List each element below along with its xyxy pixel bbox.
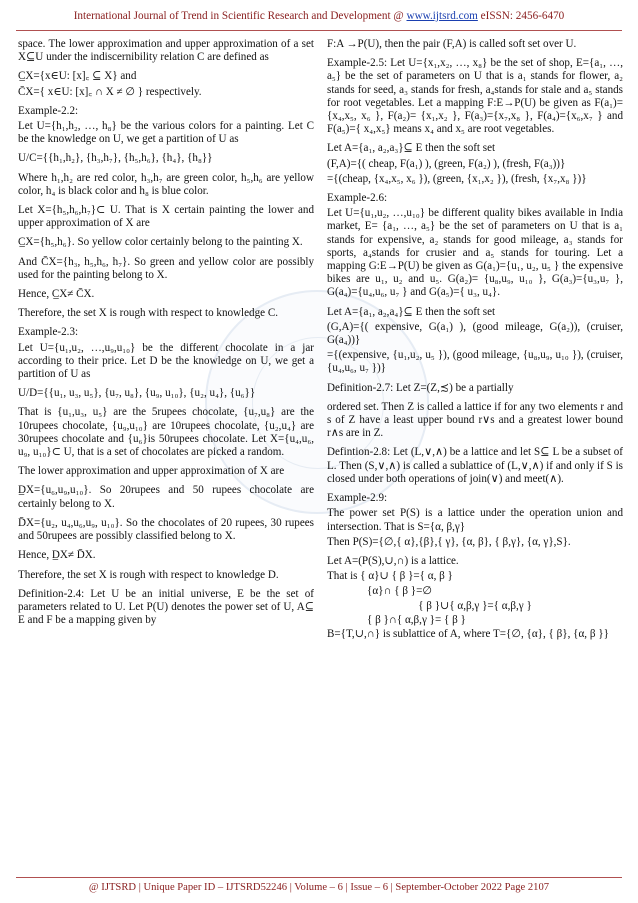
definition-paragraph: Definition-2.4: Let U be an initial universe, E be the set of parameters related to U. Let P(U) denotes the power set of U, A⊆ E and F be a mapping given by [18,587,314,627]
paragraph: Let X={h₅,h₆,h₇}⊂ U. That is X certain painting the lower and upper approximation of X are [18,204,314,230]
journal-name: International Journal of Trend in Scientific Research and Development @ [73,10,404,22]
paragraph: Where h₁,h₂ are red color, h₃,h₇ are green color, h₅,h₆ are yellow color, h₄ is black color and h₈ is blue color. [18,171,314,197]
paragraph: That is {u₁,u₃, u₅} are the 5rupees chocolate, {u₇,u₈} are the 10rupees chocolate, {u₉,u₁₀} are 10rupees chocolate, {u₂,u₄} are 30rupees chocolate and {u₆}is 50rupees chocolate. Let X={u₄,u₆, u₉, u₁₀}⊂ U, that is a set of chocolates are picked a random. [18,406,314,459]
paragraph: D̲X={u₆,u₉,u₁₀}. So 20rupees and 50 rupees chocolate are certainly belong to X. [18,484,314,510]
set-operation: { β }∪{ α,β,γ }={ α,β,γ } [418,599,532,612]
definition-paragraph: Definition-2.7: Let Z=(Z,≾) be a partially [327,381,514,394]
paragraph: D̄X={u₂, u₄,u₆,u₉, u₁₀}. So the chocolates of 20 rupees, 30 rupees and 50rupees are possibly classified belong to X. [18,516,314,543]
paragraph: Let U={u₁,u₂, …,u₁₀} be different quality bikes available in India market, E= {a₁, …, a₅} be the set of parameters on U that is a₁ stands for expensive, a₂ stands for good mileage, a₃ stands for sports, a₄stands for crusier and a₅ stands for touring. Let a mapping G:E→P(U) be given as G(a₁)={u₁, u₂, u₅ } the expensive bikes are u₁, u₂ and u₅. G(a₂)= {u₈,u₉, u₁₀ }, G(a₃)={u₃,u₇ }, G(a₄)={u₄,u₆, u₇ } and G(a₅)={ u₃, u₄}. [327,207,623,299]
paragraph: Let A=(P(S),∪,∩) is a lattice. [327,554,459,567]
footer-divider [16,877,622,878]
example-paragraph: Example-2.5: Let U={x₁,x₂, …, x₈} be the set of shop, E={a₁, …, a₅} be the set of parameters on U that is a₁ stands for flower, a₂ stands for seed, a₃ stands for fresh, a₄stands for stale and a₅ stands for root vegetables. Let a mapping F:E→P(U) be given as F(a₁)={x₄,x₅, x₆ }, F(a₂)= {x₁,x₂ }, F(a₃)={x₇,x₈ }, F(a₄)={x₆,x₇ } and F(a₅)={ x₄,x₅} means x₄ and x₅ are root vegetables. [327,57,623,136]
running-footer: @ IJTSRD | Unique Paper ID – IJTSRD52246 | Volume – 6 | Issue – 6 | September-October 2022 Page 2107 [88,882,550,893]
paragraph: ordered set. Then Z is called a lattice if for any two elements r and s of Z have a least upper bound r∨s and a greatest lower bound r∧s are in Z. [327,400,623,440]
header-divider [16,30,622,31]
partition-formula: U/D={{u₁, u₃, u₅}, {u₇, u₈}, {u₉, u₁₀}, {u₂, u₄}, {u₆}} [18,387,256,400]
paragraph: The lower approximation and upper approximation of X are [18,465,285,478]
example-heading: Example-2.9: [327,492,388,505]
paragraph: Hence, C̲X≠ C̄X. [18,288,95,301]
soft-set-formula: ={(cheap, {x₄,x₅, x₆ }), (green, {x₁,x₂ }), (fresh, {x₇,x₈ })} [327,172,587,185]
example-heading: Example-2.6: [327,192,388,205]
paragraph: Let U={u₁,u₂, …,u₉,u₁₀} be the different chocolate in a jar according to their price. Let D be the knowledge on U, we get a partition of U as [18,341,314,381]
paragraph: And C̄X={h₃, h₅,h₆, h₇}. So green and yellow color are possibly used for the painting belong to X. [18,255,314,281]
lower-approximation-formula: C̲X={x∈U: [x]꜀ ⊆ X} and [18,70,137,83]
definition-paragraph: Defintion-2.8: Let (L,∨,∧) be a lattice and let S⊆ L be a subset of L. Then (S,∨,∧) is called a sublattice of (L,∨,∧) if and only if S is closed under both operations of join(∨) and meet(∧). [327,446,623,485]
soft-set-formula: (G,A)={( expensive, G(a₁) ), (good mileage, G(a₂)), (cruiser, G(a₄))} [327,320,623,347]
paragraph: Hence, D̲X≠ D̄X. [18,549,96,562]
set-operation: {α}∩ { β }=∅ [367,585,433,598]
paragraph: Let A={a₁, a₂,a₄}⊆ E then the soft set [327,305,496,318]
journal-issn: eISSN: 2456-6470 [480,10,565,22]
paragraph: F:A →P(U), then the pair (F,A) is called soft set over U. [327,38,577,50]
example-heading: Example-2.3: [18,326,79,339]
running-header [0,10,638,22]
paragraph: Therefore, the set X is rough with respect to knowledge D. [18,568,279,581]
paragraph: space. The lower approximation and upper approximation of a set X⊆U under the indiscernibility relation C are defined as [18,38,314,64]
left-column [18,38,314,874]
power-set-formula: Then P(S)={∅,{ α},{β},{ γ}, {α, β}, { β,γ}, {α, γ},S}. [327,535,571,548]
paragraph: Therefore, the set X is rough with respect to knowledge C. [18,307,279,320]
paragraph: The power set P(S) is a lattice under the operation union and intersection. That is S={α, β,γ} [327,507,623,533]
soft-set-formula: (F,A)={( cheap, F(a₁) ), (green, F(a₂) ), (fresh, F(a₃))} [327,157,566,170]
soft-set-formula: ={(expensive, {u₁,u₂, u₅ }), (good mileage, {u₈,u₉, u₁₀ }), (cruiser, {u₄,u₆, u₇ })} [327,349,623,375]
partition-formula: U/C={{h₁,h₂}, {h₃,h₇}, {h₅,h₆}, {h₄}, {h₈}} [18,152,213,165]
paragraph: B={T,∪,∩} is sublattice of A, where T={∅, {α}, { β}, {α, β }} [327,627,609,640]
set-operation: That is { α}∪ { β }={ α, β } [327,570,453,583]
right-column [327,38,623,874]
upper-approximation-formula: C̄X={ x∈U: [x]꜀ ∩ X ≠ ∅ } respectively. [18,85,202,98]
journal-website-link[interactable]: www.ijtsrd.com [406,10,478,22]
paragraph: Let A={a₁, a₂,a₃}⊆ E then the soft set [327,142,496,155]
example-heading: Example-2.2: [18,104,79,117]
paragraph: Let U={h₁,h₂, …, h₈} be the various colors for a painting. Let C be the knowledge on U, we get a partition of U as [18,120,314,146]
paragraph: C̲X={h₅,h₆}. So yellow color certainly belong to the painting X. [18,236,303,249]
set-operation: { β }∩{ α,β,γ }= { β } [367,613,466,626]
